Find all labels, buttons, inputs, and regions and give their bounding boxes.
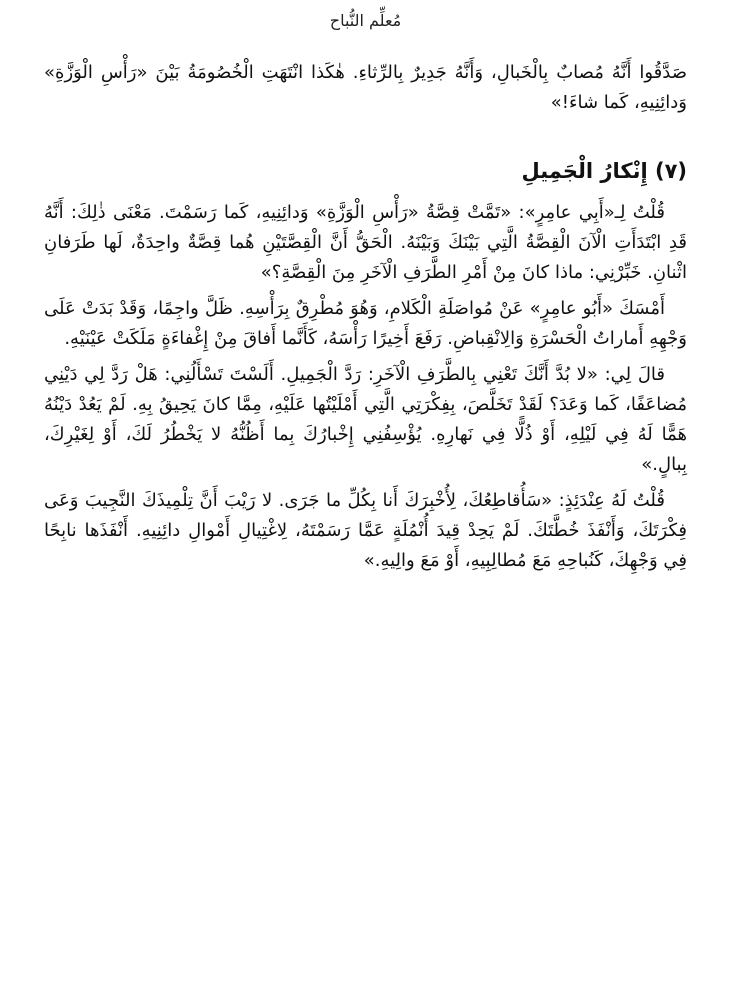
- continuation-paragraph: صَدَّقُوا أَنَّهُ مُصابٌ بِالْخَبالِ، وَأَنَّهُ جَدِيرٌ بِالرِّثاءِ. هٰكَذا انْتَهَتِ الْخُصُومَةُ بَيْنَ «رَأْسِ الْوَزَّةِ» وَدائِنِيهِ، كَما شاءَ!»: [44, 62, 687, 113]
- running-header: مُعلِّم النُّباح: [329, 11, 402, 30]
- body-paragraph: قُلْتُ لَهُ عِنْدَئِذٍ: «سَأُقاطِعُكَ، لِأُخْبِرَكَ أَنا بِكُلِّ ما جَرَى. لا رَيْبَ أَنَّ تِلْمِيذَكَ النَّجِيبَ وَعَى فِكْرَتَكَ، وَأَنْفَذَ خُطَّتَكَ. لَمْ يَحِدْ قِيدَ أُنْمُلَةٍ عَمَّا رَسَمْتَهُ، لِاغْتِيالِ أَمْوالِ دائِنِيهِ. أَنْفَذَها نابِحًا فِي وَجْهِكَ، كَنُباحِهِ مَعَ مُطالِبِيهِ، أَوْ مَعَ والِيهِ.»: [44, 490, 687, 571]
- body-paragraph: قُلْتُ لِـ«أَبِي عامِرٍ»: «تَمَّتْ قِصَّةُ «رَأْسِ الْوَزَّةِ» وَدائِنِيهِ، كَما رَسَمْتَ. مَعْنَى ذٰلِكَ: أَنَّهُ قَدِ ابْتَدَأَتِ الْآنَ الْقِصَّةُ الَّتِي بَيْنَكَ وَبَيْنَهُ. الْحَقُّ أَنَّ الْقِصَّتَيْنِ هُما قِصَّةٌ واحِدَةٌ، لَها طَرَفانِ اثْنانِ. خَبِّرْنِي: ماذا كانَ مِنْ أَمْرِ الطَّرَفِ الْآخَرِ مِنَ الْقِصَّةِ؟»: [44, 202, 687, 283]
- body-paragraph: قالَ لِي: «لا بُدَّ أَنَّكَ تَعْنِي بِالطَّرَفِ الْآخَرِ: رَدَّ الْجَمِيلِ. أَلَسْتَ تَسْأَلُنِي: هَلْ رَدَّ لِي دَيْنِي مُضاعَفًا، كَما وَعَدَ؟ لَقَدْ تَخَلَّصَ، بِفِكْرَتِي الَّتِي أَمْلَيْتُها عَلَيْهِ، مِمَّا كانَ يَحِيقُ بِهِ. لَمْ يَعُدْ دَيْنُهُ هَمًّا لَهُ فِي لَيْلِهِ، أَوْ ذُلًّا فِي نَهارِهِ. يُؤْسِفُنِي إِخْبارُكَ بِما أَظُنُّهُ لا يَخْطُرُ لَكَ، أَوْ لِغَيْرِكَ، بِبالٍ.»: [44, 364, 687, 475]
- chapter-heading: (٧) إِنْكارُ الْجَمِيلِ: [521, 159, 687, 183]
- body-paragraph: أَمْسَكَ «أَبُو عامِرٍ» عَنْ مُواصَلَةِ الْكَلامِ، وَهُوَ مُطْرِقٌ بِرَأْسِهِ. ظَلَّ واجِمًا، وَقَدْ بَدَتْ عَلَى وَجْهِهِ أَماراتُ الْحَسْرَةِ وَالِانْقِباضِ. رَفَعَ أَخِيرًا رَأْسَهُ، كَأَنَّما أَفاقَ مِنْ إِغْفاءَةٍ مَلَكَتْ عَيْنَيْهِ.: [44, 298, 687, 349]
